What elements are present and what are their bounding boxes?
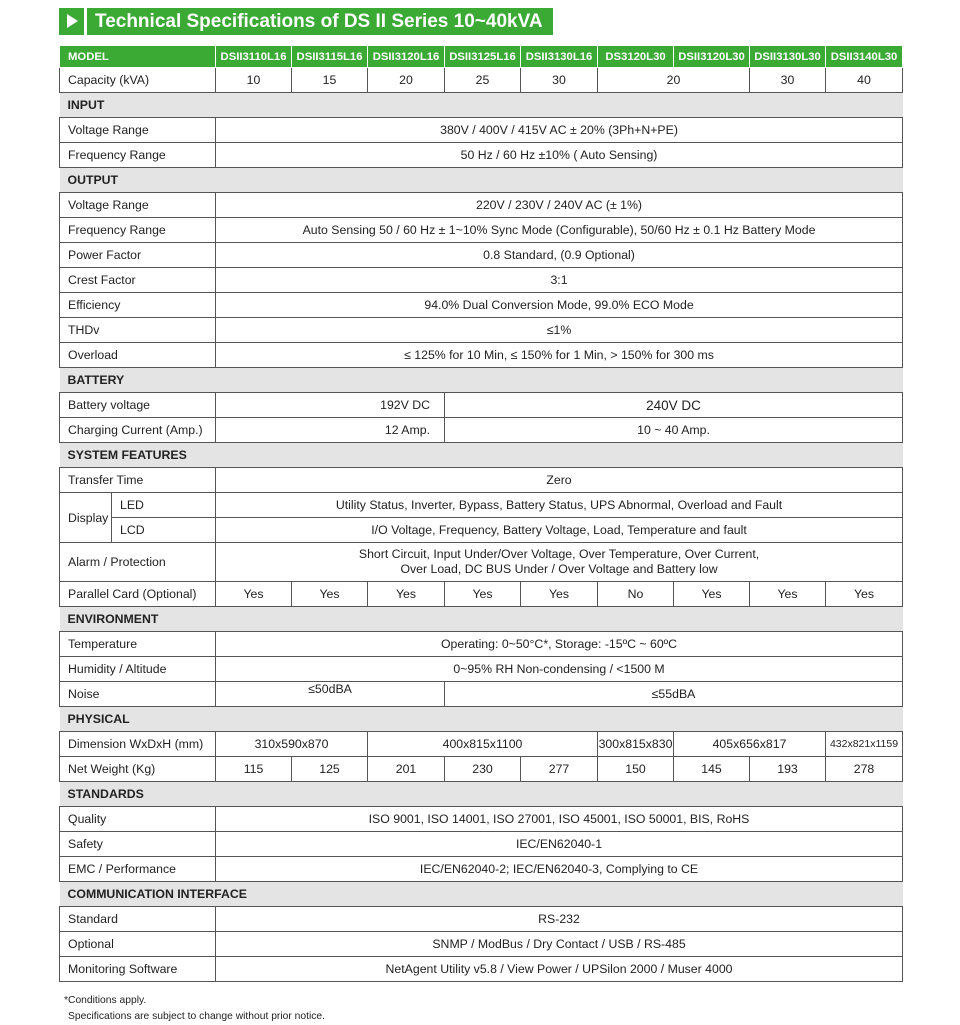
section-title: BATTERY (60, 368, 903, 393)
row-label: Optional (60, 932, 216, 957)
cell-value: 150 (598, 757, 674, 782)
cell-value: 192V DC (216, 393, 445, 418)
section-header (60, 707, 903, 732)
cell-value: Operating: 0~50°C*, Storage: -15ºC ~ 60ºC (216, 632, 903, 657)
row-label: Voltage Range (60, 193, 216, 218)
cell-value: 25 (445, 68, 521, 93)
cell-value: I/O Voltage, Frequency, Battery Voltage, Load, Temperature and fault (216, 518, 903, 543)
cell-value: 432x821x1159 (826, 732, 903, 757)
model-name: DSII3110L16 (216, 46, 292, 68)
cell-value: ≤1% (216, 318, 903, 343)
cell-value: Yes (368, 582, 445, 607)
cell-value: NetAgent Utility v5.8 / View Power / UPSilon 2000 / Muser 4000 (216, 957, 903, 982)
cell-value: 310x590x870 (216, 732, 368, 757)
play-arrow-icon (59, 8, 84, 35)
cell-value: 0~95% RH Non-condensing / <1500 M (216, 657, 903, 682)
table-row (60, 907, 903, 932)
row-label: Capacity (kVA) (60, 68, 216, 93)
cell-value: ≤50dBA (216, 682, 445, 707)
row-label: Noise (60, 682, 216, 707)
footer-notes (64, 993, 325, 1025)
row-label: Parallel Card (Optional) (60, 582, 216, 607)
cell-value: 277 (521, 757, 598, 782)
model-name: DSII3120L16 (368, 46, 445, 68)
model-name: DSII3140L30 (826, 46, 903, 68)
cell-value: Utility Status, Inverter, Bypass, Battery Status, UPS Abnormal, Overload and Fault (216, 493, 903, 518)
table-row (60, 318, 903, 343)
cell-value: 278 (826, 757, 903, 782)
row-label: Safety (60, 832, 216, 857)
row-label: Quality (60, 807, 216, 832)
table-row (60, 68, 903, 93)
table-row (60, 468, 903, 493)
cell-value: 405x656x817 (674, 732, 826, 757)
cell-value: ISO 9001, ISO 14001, ISO 27001, ISO 45001, ISO 50001, BIS, RoHS (216, 807, 903, 832)
cell-value: ≤55dBA (445, 682, 903, 707)
row-label: Overload (60, 343, 216, 368)
cell-value: 193 (750, 757, 826, 782)
row-label: Efficiency (60, 293, 216, 318)
row-label: Display (60, 493, 112, 543)
alarm-line-2: Over Load, DC BUS Under / Over Voltage and Battery low (400, 562, 718, 576)
alarm-line-1: Short Circuit, Input Under/Over Voltage, Over Temperature, Over Current, (358, 547, 760, 561)
cell-value: 240V DC (445, 393, 903, 418)
model-name: DSII3130L30 (750, 46, 826, 68)
section-header (60, 168, 903, 193)
table-row (60, 243, 903, 268)
cell-value: Yes (292, 582, 368, 607)
cell-value: Yes (445, 582, 521, 607)
cell-value (216, 543, 903, 582)
model-name: DSII3115L16 (292, 46, 368, 68)
row-label: THDv (60, 318, 216, 343)
section-header (60, 93, 903, 118)
row-label: Frequency Range (60, 143, 216, 168)
row-label: Monitoring Software (60, 957, 216, 982)
table-row (60, 518, 903, 543)
cell-value: 10 (216, 68, 292, 93)
table-row (60, 582, 903, 607)
row-label: Dimension WxDxH (mm) (60, 732, 216, 757)
section-title: STANDARDS (60, 782, 903, 807)
cell-value: 201 (368, 757, 445, 782)
row-label: Battery voltage (60, 393, 216, 418)
section-title: OUTPUT (60, 168, 903, 193)
cell-value: Yes (216, 582, 292, 607)
table-row (60, 757, 903, 782)
footer-note: *Conditions apply. (64, 995, 147, 1006)
model-name: DSII3120L30 (674, 46, 750, 68)
cell-value: 15 (292, 68, 368, 93)
row-label: Standard (60, 907, 216, 932)
cell-value: 300x815x830 (598, 732, 674, 757)
table-row (60, 218, 903, 243)
cell-value: No (598, 582, 674, 607)
row-label: Frequency Range (60, 218, 216, 243)
row-label: Alarm / Protection (60, 543, 216, 582)
sub-row-label: LED (112, 493, 216, 518)
cell-value: 30 (750, 68, 826, 93)
table-row (60, 193, 903, 218)
table-row (60, 543, 903, 582)
section-header (60, 882, 903, 907)
table-row (60, 268, 903, 293)
table-row (60, 682, 903, 707)
cell-value: IEC/EN62040-1 (216, 832, 903, 857)
cell-value: 145 (674, 757, 750, 782)
row-label: Crest Factor (60, 268, 216, 293)
cell-value: Yes (674, 582, 750, 607)
section-title: PHYSICAL (60, 707, 903, 732)
table-row (60, 832, 903, 857)
cell-value: Zero (216, 468, 903, 493)
row-label: Humidity / Altitude (60, 657, 216, 682)
table-row (60, 343, 903, 368)
row-label: Power Factor (60, 243, 216, 268)
spec-table (59, 45, 903, 982)
cell-value: 20 (598, 68, 750, 93)
table-row (60, 732, 903, 757)
cell-value: ≤ 125% for 10 Min, ≤ 150% for 1 Min, > 150% for 300 ms (216, 343, 903, 368)
cell-value: Yes (521, 582, 598, 607)
table-row (60, 932, 903, 957)
cell-value: 3:1 (216, 268, 903, 293)
model-name: DSII3130L16 (521, 46, 598, 68)
table-row (60, 632, 903, 657)
section-header (60, 607, 903, 632)
row-label: Net Weight (Kg) (60, 757, 216, 782)
section-title: ENVIRONMENT (60, 607, 903, 632)
row-label: EMC / Performance (60, 857, 216, 882)
section-header (60, 443, 903, 468)
table-row (60, 293, 903, 318)
section-header (60, 782, 903, 807)
row-label: Transfer Time (60, 468, 216, 493)
cell-value: 220V / 230V / 240V AC (± 1%) (216, 193, 903, 218)
row-label: Voltage Range (60, 118, 216, 143)
cell-value: 12 Amp. (216, 418, 445, 443)
cell-value: Yes (750, 582, 826, 607)
cell-value: 94.0% Dual Conversion Mode, 99.0% ECO Mode (216, 293, 903, 318)
table-row (60, 493, 903, 518)
page-title: Technical Specifications of DS II Series 10~40kVA (87, 8, 553, 35)
row-label: Temperature (60, 632, 216, 657)
cell-value: 400x815x1100 (368, 732, 598, 757)
cell-value: 20 (368, 68, 445, 93)
table-row (60, 957, 903, 982)
cell-value: RS-232 (216, 907, 903, 932)
table-row (60, 143, 903, 168)
section-title: INPUT (60, 93, 903, 118)
cell-value: 380V / 400V / 415V AC ± 20% (3Ph+N+PE) (216, 118, 903, 143)
cell-value: 115 (216, 757, 292, 782)
footer-note: Specifications are subject to change without prior notice. (68, 1011, 325, 1022)
sub-row-label: LCD (112, 518, 216, 543)
cell-value: 40 (826, 68, 903, 93)
model-label: MODEL (60, 46, 216, 68)
cell-value: 0.8 Standard, (0.9 Optional) (216, 243, 903, 268)
model-name: DS3120L30 (598, 46, 674, 68)
table-row (60, 118, 903, 143)
table-row (60, 657, 903, 682)
cell-value: 30 (521, 68, 598, 93)
section-title: COMMUNICATION INTERFACE (60, 882, 903, 907)
table-row (60, 857, 903, 882)
cell-value: 230 (445, 757, 521, 782)
section-title: SYSTEM FEATURES (60, 443, 903, 468)
table-row (60, 418, 903, 443)
cell-value: Yes (826, 582, 903, 607)
cell-value: SNMP / ModBus / Dry Contact / USB / RS-485 (216, 932, 903, 957)
model-name: DSII3125L16 (445, 46, 521, 68)
table-row (60, 807, 903, 832)
section-header (60, 368, 903, 393)
cell-value: 125 (292, 757, 368, 782)
row-label: Charging Current (Amp.) (60, 418, 216, 443)
cell-value: 50 Hz / 60 Hz ±10% ( Auto Sensing) (216, 143, 903, 168)
table-row (60, 393, 903, 418)
cell-value: Auto Sensing 50 / 60 Hz ± 1~10% Sync Mode (Configurable), 50/60 Hz ± 0.1 Hz Battery Mode (216, 218, 903, 243)
cell-value: IEC/EN62040-2; IEC/EN62040-3, Complying to CE (216, 857, 903, 882)
page-title-bar (59, 8, 553, 35)
table-header-row (60, 46, 903, 68)
cell-value: 10 ~ 40 Amp. (445, 418, 903, 443)
